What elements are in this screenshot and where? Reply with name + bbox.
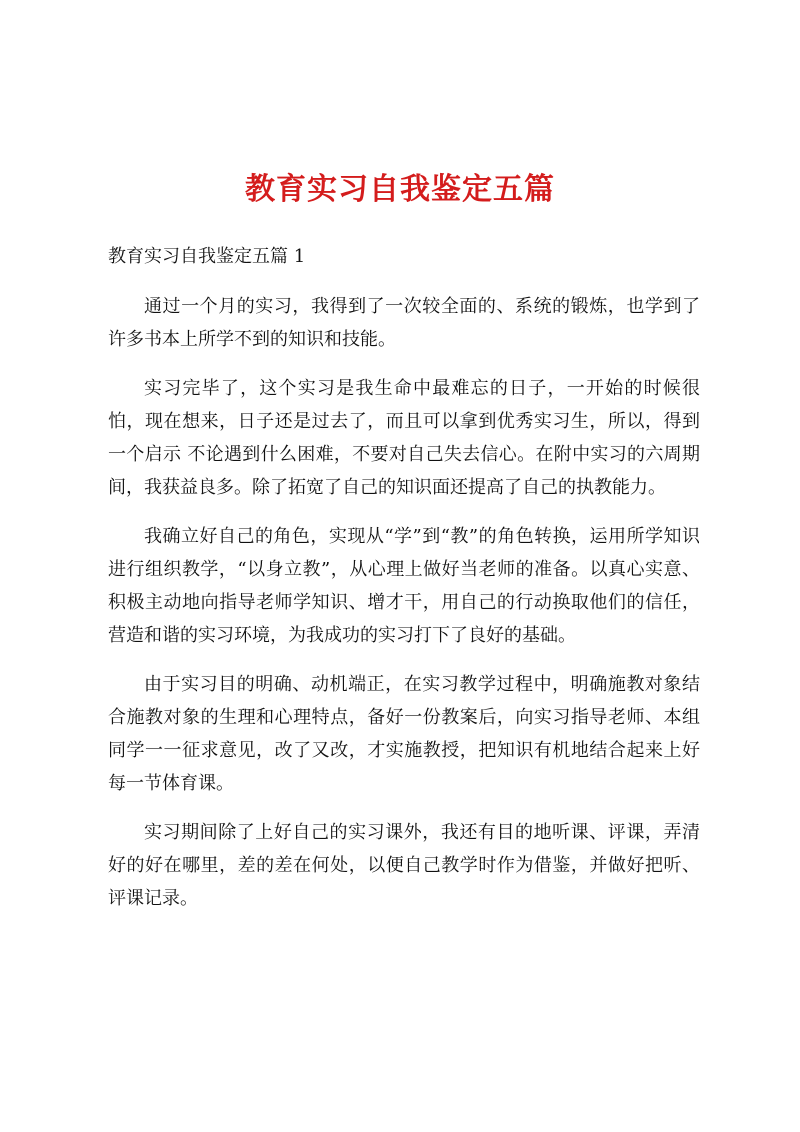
paragraph-2: 实习完毕了，这个实习是我生命中最难忘的日子，一开始的时候很怕，现在想来，日子还是过去了，而且可以拿到优秀实习生，所以，得到一个启示 不论遇到什么困难，不要对自己失去信心。在附中实习的六周期间，我获益良多。除了拓宽了自己的知识面还提高了自己的执教能力。 xyxy=(108,378,700,498)
paragraph-3: 我确立好自己的角色，实现从“学”到“教”的角色转换，运用所学知识进行组织教学，“以身立教”，从心理上做好当老师的准备。以真心实意、积极主动地向指导老师学知识、增才干，用自己的行动换取他们的信任，营造和谐的实习环境，为我成功的实习打下了良好的基础。 xyxy=(108,526,700,646)
document-title: 教育实习自我鉴定五篇 xyxy=(245,172,555,207)
document-body xyxy=(108,290,700,931)
section-heading: 教育实习自我鉴定五篇 1 xyxy=(108,246,306,267)
paragraph-5: 实习期间除了上好自己的实习课外，我还有目的地听课、评课，弄清好的好在哪里，差的差在何处，以便自己教学时作为借鉴，并做好把听、评课记录。 xyxy=(108,822,700,909)
paragraph-4: 由于实习目的明确、动机端正，在实习教学过程中，明确施教对象结合施教对象的生理和心理特点，备好一份教案后，向实习指导老师、本组同学一一征求意见，改了又改，才实施教授，把知识有机地结合起来上好每一节体育课。 xyxy=(108,674,700,794)
paragraph-1: 通过一个月的实习，我得到了一次较全面的、系统的锻炼，也学到了许多书本上所学不到的知识和技能。 xyxy=(108,296,700,350)
